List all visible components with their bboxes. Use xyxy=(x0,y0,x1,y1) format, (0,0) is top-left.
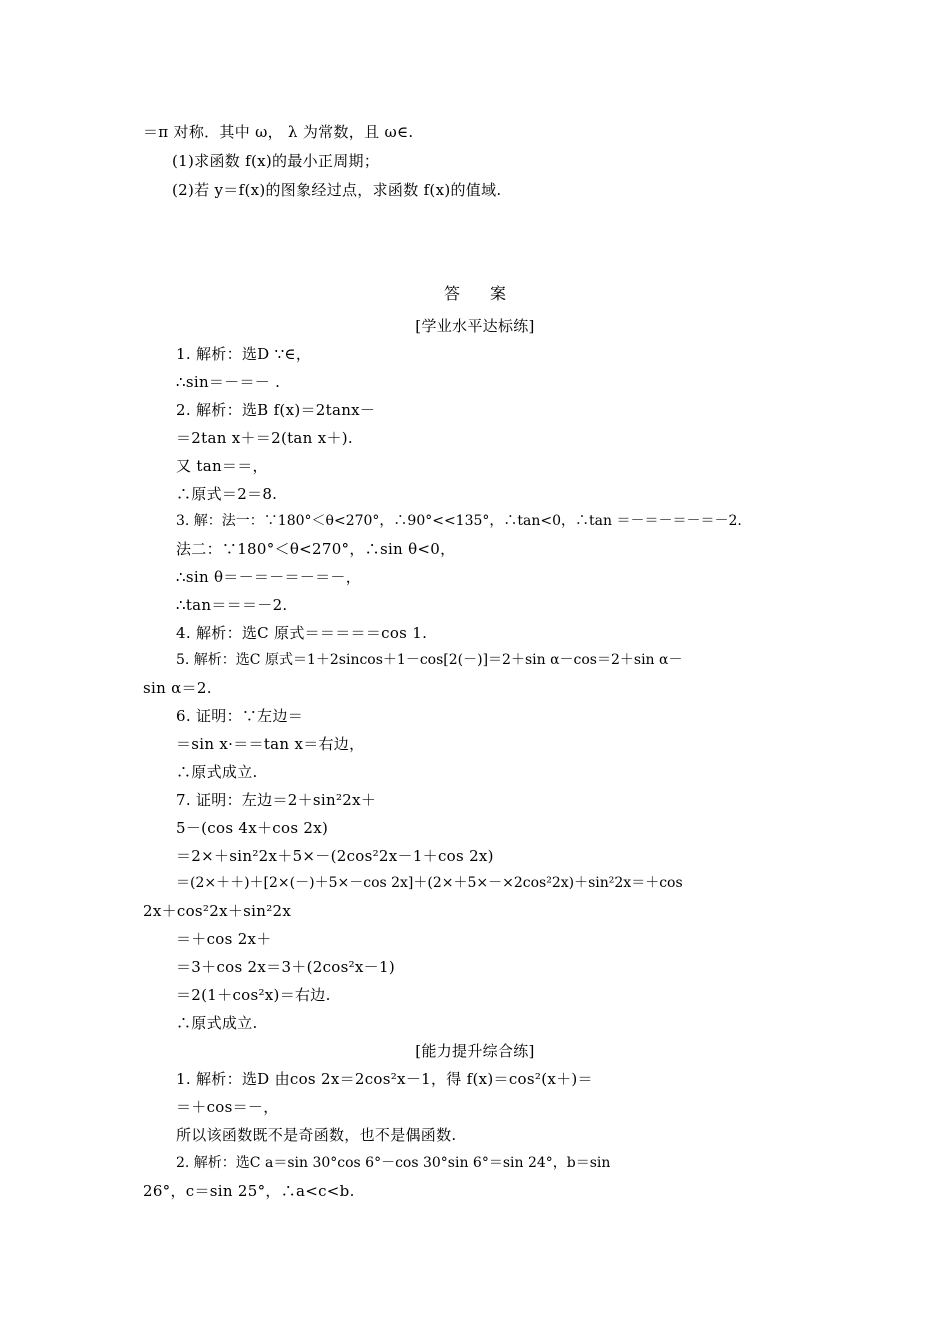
answer-line: 所以该函数既不是奇函数，也不是偶函数. xyxy=(176,1126,457,1144)
answer-line: 6. 证明：∵左边＝ xyxy=(176,707,304,725)
answer-line: 7. 证明：左边＝2＋sin²2x＋ xyxy=(176,791,377,809)
answer-line: 26°，c＝sin 25°，∴a<c<b. xyxy=(143,1182,355,1200)
answer-line: ＝＋cos＝－， xyxy=(176,1098,279,1116)
answer-line: ∴tan＝＝＝－2. xyxy=(176,596,288,614)
answer-line: ∴原式＝2＝8. xyxy=(176,485,278,503)
answer-line: 又 tan＝＝， xyxy=(176,457,268,475)
answer-line: 2. 解析：选C a＝sin 30°cos 6°－cos 30°sin 6°＝sin 24°，b＝sin xyxy=(176,1155,611,1171)
answer-line: 2x＋cos²2x＋sin²2x xyxy=(143,902,292,920)
answer-line: ∴sin＝－＝－ . xyxy=(176,373,281,391)
answer-line: ∴原式成立. xyxy=(176,1014,258,1032)
answer-line: 法二：∵180°＜θ<270°，∴sin θ<0， xyxy=(176,540,456,558)
answer-line: 2. 解析：选B f(x)＝2tanx－ xyxy=(176,401,376,419)
answer-line: sin α＝2. xyxy=(143,679,212,697)
answer-line: 1. 解析：选D ∵∈， xyxy=(176,345,312,363)
section-title: [能力提升综合练] xyxy=(415,1042,535,1060)
question-line: (2)若 y＝f(x)的图象经过点，求函数 f(x)的值域. xyxy=(172,181,502,199)
answer-line: 1. 解析：选D 由cos 2x＝2cos²x－1，得 f(x)＝cos²(x＋)＝ xyxy=(176,1070,593,1088)
answer-line: ＝2×＋sin²2x＋5×－(2cos²2x－1＋cos 2x) xyxy=(176,847,494,865)
answer-line: 5. 解析：选C 原式＝1＋2sincos＋1－cos[2(－)]＝2＋sin α－cos＝2＋sin α－ xyxy=(176,652,683,668)
answer-line: 5－(cos 4x＋cos 2x) xyxy=(176,819,329,837)
answer-line: ∴原式成立. xyxy=(176,763,258,781)
answer-line: ＝2tan x＋＝2(tan x＋). xyxy=(176,429,353,447)
answer-line: ＝2(1＋cos²x)＝右边. xyxy=(176,986,331,1004)
answer-line: 3. 解：法一：∵180°＜θ<270°，∴90°<<135°，∴tan<0，∴tan ＝－＝－＝－＝－2. xyxy=(176,513,742,529)
answer-title: 答案 xyxy=(443,284,536,303)
answer-line: ＝sin x·＝＝tan x＝右边， xyxy=(176,735,365,753)
question-line: (1)求函数 f(x)的最小正周期； xyxy=(172,152,380,170)
question-line: ＝π 对称．其中 ω， λ 为常数，且 ω∈. xyxy=(143,123,414,141)
answer-line: 4. 解析：选C 原式＝＝＝＝＝cos 1. xyxy=(176,624,428,642)
answer-line: ＝3＋cos 2x＝3＋(2cos²x－1) xyxy=(176,958,395,976)
section-title: [学业水平达标练] xyxy=(415,317,535,335)
answer-line: ＝＋cos 2x＋ xyxy=(176,930,272,948)
answer-line: ∴sin θ＝－＝－＝－＝－， xyxy=(176,568,361,586)
answer-line: ＝(2×＋＋)＋[2×(－)＋5×－cos 2x]＋(2×＋5×－×2cos²2x)＋sin²2x＝＋cos xyxy=(176,875,683,891)
